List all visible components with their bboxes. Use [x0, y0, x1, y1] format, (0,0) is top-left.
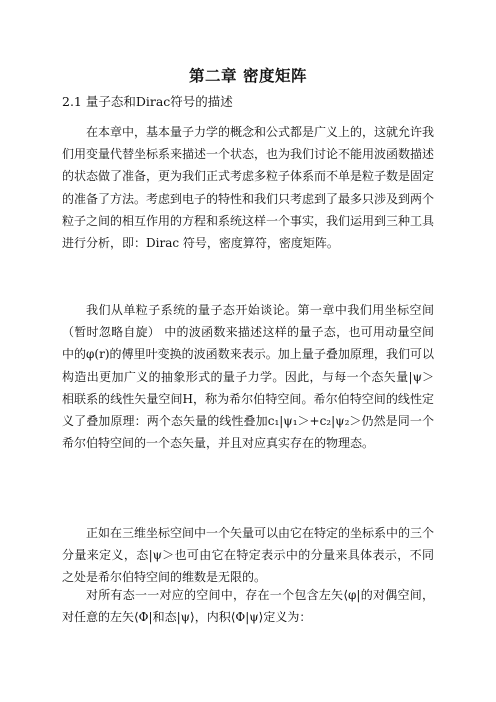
paragraph-dual-space: 对所有态一一对应的空间中，存在一个包含左矢⟨φ|的对偶空间，对任意的左矢⟨Φ|和态|ψ⟩，内积⟨Φ|ψ⟩定义为：	[62, 588, 434, 625]
section-heading: 2.1 量子态和Dirac符号的描述	[62, 94, 233, 109]
paragraph-intro: 在本章中，基本量子力学的概念和公式都是广义上的，这就允许我们用变量代替坐标系来描述一个状态，也为我们讨论不能用波函数描述的状态做了准备，更为我们正式考虑多粒子体系而不单是粒子数是固定的准备了方法。考虑到电子的特性和我们只考虑到了最多只涉及到两个粒子之间的相互作用的方程和系统这样一个事实，我们运用到三种工具进行分析，即：Dirac 符号，密度算符，密度矩阵。	[62, 125, 435, 251]
paragraph-hilbert-space: 我们从单粒子系统的量子态开始谈论。第一章中我们用坐标空间（暂时忽略自旋） 中的波函数来描述这样的量子态，也可用动量空间中的φ(r)的傅里叶变换的波函数来表示。加上量子叠加原理，我们可以构造出更加广义的抽象形式的量子力学。因此，与每一个态矢量|ψ＞相联系的线性矢量空间H，称为希尔伯特空间。希尔伯特空间的线性定义了叠加原理：两个态矢量的线性叠加c₁|ψ₁＞+c₂|ψ₂＞仍然是同一个希尔伯特空间的一个态矢量，并且对应真实存在的物理态。	[62, 303, 434, 451]
chapter-title: 第二章 密度矩阵	[189, 67, 307, 85]
paragraph-components: 正如在三维坐标空间中一个矢量可以由它在特定的坐标系中的三个分量来定义，态|ψ＞也可由它在特定表示中的分量来具体表示，不同之处是希尔伯特空间的维数是无限的。	[62, 526, 435, 585]
